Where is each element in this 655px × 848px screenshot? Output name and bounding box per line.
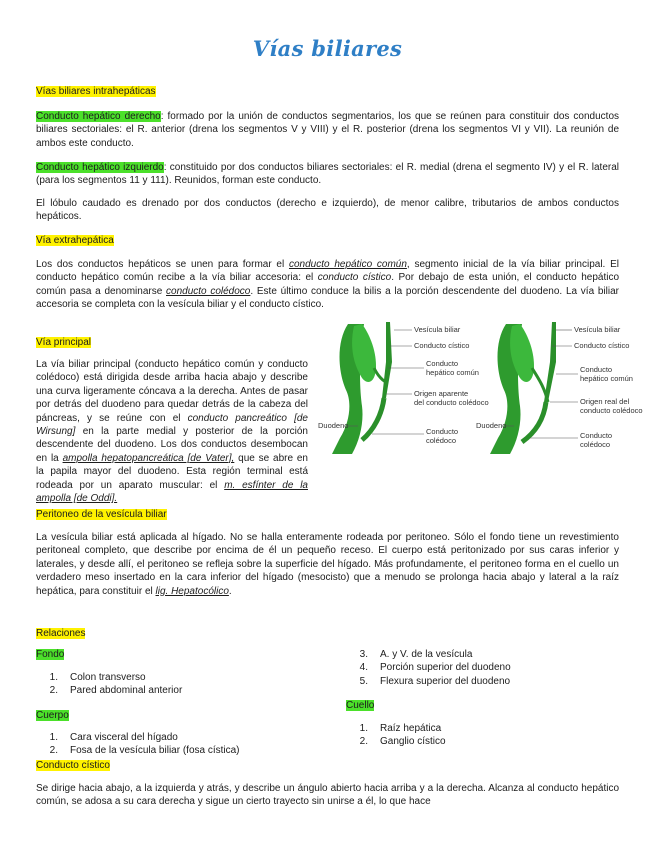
term-izquierdo: Conducto hepático izquierdo bbox=[36, 162, 164, 173]
paragraph-izquierdo: Conducto hepático izquierdo: constituido por dos conductos biliares sectoriales: el R. medial (drena el segmento IV) y el R. lateral (para los segmentos 11 y 111). Reunidos, forman este conducto. bbox=[36, 162, 619, 187]
link-ampolla-vater: ampolla hepatopancreática [de Vater], bbox=[62, 452, 235, 464]
extrahepatica-heading: Vía extrahepática bbox=[36, 235, 114, 246]
list-item: 2. Ganglio cístico bbox=[359, 736, 446, 748]
fondo-list bbox=[36, 671, 182, 698]
link-coledoco: conducto colédoco bbox=[166, 285, 251, 297]
term-derecho: Conducto hepático derecho bbox=[36, 111, 161, 122]
left-label-duodeno: Duodeno bbox=[318, 421, 349, 430]
list-item: 5. Flexura superior del duodeno bbox=[359, 675, 511, 687]
left-label-coledoco-2: colédoco bbox=[426, 436, 457, 445]
right-label-cistico: Conducto cístico bbox=[574, 341, 630, 350]
relaciones-heading: Relaciones bbox=[36, 628, 86, 639]
link-esfinter-oddi: m. esfínter de la ampolla [de Oddi]. bbox=[36, 479, 308, 505]
right-label-coledoco-2: colédoco bbox=[580, 440, 611, 449]
right-label-hepatico-1: Conducto bbox=[580, 365, 613, 374]
intrahepaticas-heading: Vías biliares intrahepáticas bbox=[36, 86, 156, 97]
biliary-anatomy-svg bbox=[316, 322, 654, 457]
list-item: 3. A. y V. de la vesícula bbox=[359, 649, 473, 660]
right-label-origen-2: conducto colédoco bbox=[580, 406, 643, 415]
left-label-coledoco-1: Conducto bbox=[426, 427, 459, 436]
cuerpo-list bbox=[36, 731, 240, 758]
left-hepatic-duct bbox=[382, 322, 392, 398]
right-cbd bbox=[522, 402, 546, 442]
right-label-coledoco-1: Conducto bbox=[580, 431, 613, 440]
right-cystic-duct bbox=[532, 368, 548, 402]
right-label-hepatico-2: hepático común bbox=[580, 374, 633, 383]
paragraph-peritoneo: La vesícula biliar está aplicada al hígado. No se halla enteramente rodeada por peritoneo. Sólo el fondo tiene un revestimiento peritoneal completo, que describe por encima de él un pequeño receso. El cuerpo está peritonizado por sus caras inferior y laterales, y desde allí, el peritoneo se refleja sobre la superficie del hígado. Más profundamente, el peritoneo forma en el cuello un verdadero meso insertado en la cara inferior del hígado (mesocisto) que a menudo se prolonga hacia abajo y lateral a la raíz hepática, para constituir el lig. Hepatocólico. bbox=[36, 532, 619, 597]
biliary-figure bbox=[316, 322, 654, 457]
paragraph-derecho: Conducto hepático derecho: formado por la unión de conductos segmentarios, los que se reúnen para constituir dos conductos biliares sectoriales: el R. anterior (drena los segmentos V y VIII) y el R. posterior (drena los segmentos VI y VII). La reunión de ambos este conducto. bbox=[36, 111, 620, 149]
left-cystic-duct bbox=[374, 368, 386, 382]
list-item: 2. Fosa de la vesícula biliar (fosa cística) bbox=[49, 745, 240, 757]
list-item: 1. Cara visceral del hígado bbox=[49, 732, 178, 743]
left-label-hepatico-2: hepático común bbox=[426, 368, 479, 377]
paragraph-cistico: Se dirige hacia abajo, a la izquierda y atrás, y describe un ángulo abierto hacia arriba y a la derecha. Alcanza al conducto hepático común, se adosa a su cara derecha y sigue un cierto trayecto sin unirse a él, lo que hace bbox=[36, 783, 619, 808]
cistico-heading: Conducto cístico bbox=[36, 760, 110, 771]
list-item: 1. Colon transverso bbox=[49, 672, 146, 683]
principal-heading: Vía principal bbox=[36, 337, 92, 348]
cuello-list bbox=[346, 722, 446, 749]
left-label-hepatico-1: Conducto bbox=[426, 359, 459, 368]
link-lig-hepatocolico: lig. Hepatocólico bbox=[155, 585, 229, 597]
link-hepatico-comun: conducto hepático común bbox=[288, 259, 407, 270]
left-label-vesicula: Vesícula biliar bbox=[414, 325, 461, 334]
left-diagram bbox=[318, 322, 489, 454]
list-item: 1. Raíz hepática bbox=[359, 723, 442, 734]
right-label-vesicula: Vesícula biliar bbox=[574, 325, 621, 334]
fondo-heading: Fondo bbox=[36, 649, 65, 660]
left-label-cistico: Conducto cístico bbox=[414, 341, 470, 350]
page-title: Vías biliares bbox=[252, 36, 403, 61]
paragraph-extrahepatica: Los dos conductos hepáticos se unen para formar el conducto hepático común, segmento inicial de la vía biliar principal. El conducto hepático común recibe a la vía biliar accesoria: el conducto cístico. Por debajo de esta unión, el conducto hepático común pasa a denominarse conducto colédoco. Este último conduce la bilis a la porción descendente del duodeno. La vía biliar accesoria se completa con la vesícula biliar y el conducto cístico. bbox=[36, 259, 620, 311]
right-hepatic-duct bbox=[544, 322, 556, 402]
list-item: 2. Pared abdominal anterior bbox=[49, 685, 183, 697]
cuerpo-heading: Cuerpo bbox=[36, 710, 69, 721]
right-diagram bbox=[476, 322, 643, 454]
paragraph-lobulo: El lóbulo caudado es drenado por dos conductos (derecho e izquierdo), de menor calibre, tributarios de ambos conductos hepáticos. bbox=[36, 198, 619, 223]
cuello-heading: Cuello bbox=[346, 700, 375, 711]
relaciones-right-list bbox=[346, 648, 511, 688]
paragraph-principal: La vía biliar principal (conducto hepático común y conducto colédoco) está dirigida desde arriba hacia abajo y describe una curva ligeramente cóncava a la derecha. Antes de pasar por detrás del duodeno para quedar detrás de la cabeza del páncreas, y se reúne con el conducto pancreático [de Wirsung] en la parte medial y posterior de la porción descendente del duodeno. Los dos conductos desembocan en la ampolla hepatopancreática [de Vater], que se abre en la papila mayor del duodeno. Esta región terminal está rodeada por un aparato muscular: el m. esfínter de la ampolla [de Oddi]. bbox=[36, 359, 308, 505]
peritoneo-heading: Peritoneo de la vesícula biliar bbox=[36, 509, 167, 520]
left-label-origen-2: del conducto colédoco bbox=[414, 398, 489, 407]
right-label-duodeno: Duodeno bbox=[476, 421, 507, 430]
list-item: 4. Porción superior del duodeno bbox=[359, 662, 511, 674]
right-label-origen-1: Origen real del bbox=[580, 397, 630, 406]
left-label-origen-1: Origen aparente bbox=[414, 389, 469, 398]
